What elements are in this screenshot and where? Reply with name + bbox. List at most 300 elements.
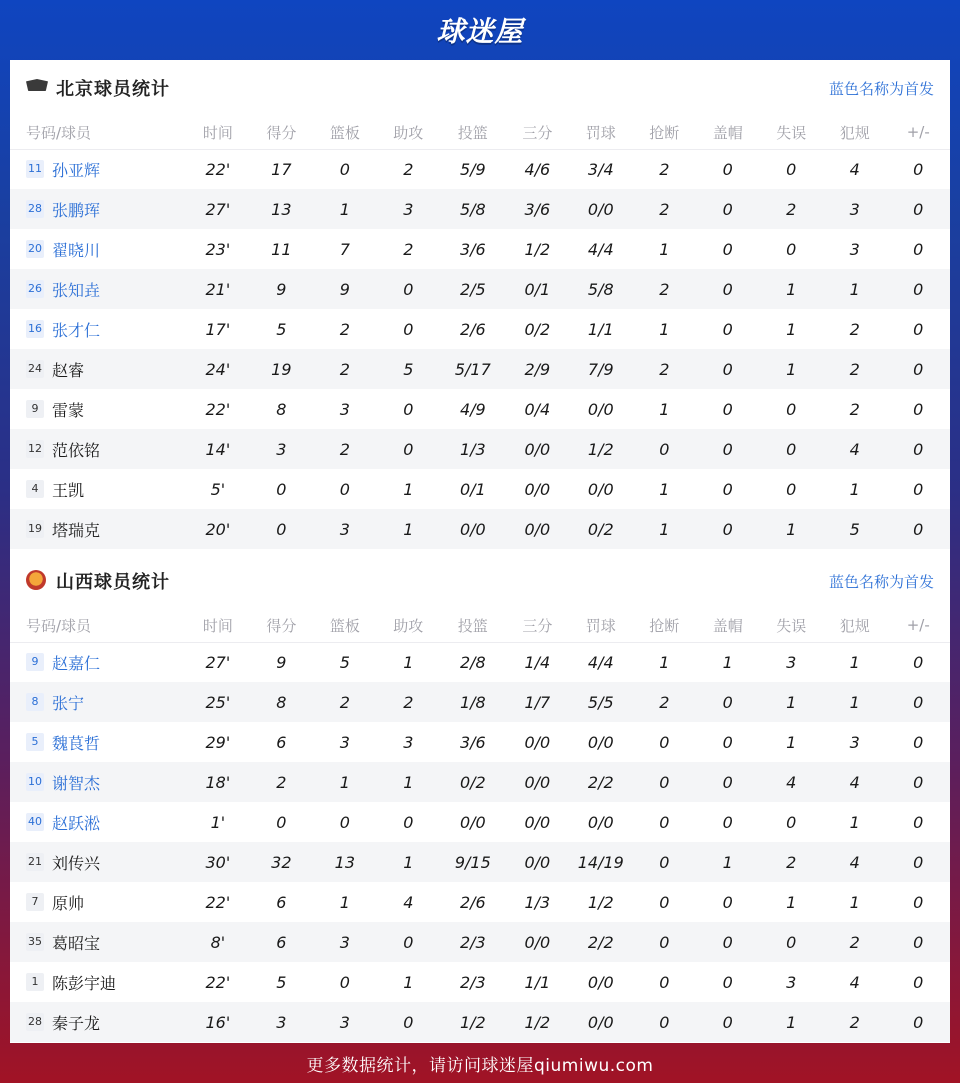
table-header-row [10, 116, 950, 149]
section-title-wrap [26, 568, 170, 594]
player-cell [10, 962, 186, 1002]
stat-cell: 0 [377, 922, 440, 962]
stat-cell: 9 [313, 269, 376, 309]
stat-cell: 32 [250, 842, 313, 882]
jersey-number: 40 [26, 813, 44, 831]
stat-cell: 0 [696, 1002, 759, 1042]
player-cell [10, 682, 186, 722]
stat-cell: 6 [250, 922, 313, 962]
team-section-beijing [10, 60, 950, 549]
player-cell [10, 149, 186, 189]
stat-cell: 0/0 [506, 762, 569, 802]
jersey-number: 24 [26, 360, 44, 378]
stat-cell: 3 [250, 429, 313, 469]
stat-cell: 2 [403, 159, 414, 179]
stat-cell: 0 [250, 509, 313, 549]
player-cell [10, 429, 186, 469]
stat-cell: 4 [823, 842, 886, 882]
player-cell [10, 349, 186, 389]
column-header: 时间 [186, 116, 249, 149]
stat-cell: 0/0 [587, 732, 614, 752]
stat-cell: 0/0 [524, 732, 551, 752]
player-name[interactable]: 陈彭宇迪 [52, 973, 117, 993]
stat-cell: 0 [722, 972, 733, 992]
stat-cell: 0/0 [506, 842, 569, 882]
stat-cell: 30' [186, 842, 249, 882]
stat-cell: 3 [849, 239, 860, 259]
stats-table [10, 609, 950, 1042]
player-name[interactable]: 原帅 [52, 893, 85, 913]
stat-cell: 4 [403, 892, 414, 912]
stat-cell: 1/3 [524, 892, 551, 912]
stat-cell: 25' [186, 682, 249, 722]
stat-cell: 24' [186, 349, 249, 389]
stat-cell: 1 [377, 842, 440, 882]
stat-cell: 22' [205, 399, 231, 419]
player-name[interactable]: 谢智杰 [52, 773, 101, 793]
jersey-number: 5 [26, 733, 44, 751]
stat-cell: 3 [313, 922, 376, 962]
stat-cell: 1 [786, 892, 797, 912]
section-title-wrap [26, 75, 170, 101]
player-name[interactable]: 赵睿 [52, 360, 85, 380]
stat-cell: 5 [339, 652, 350, 672]
column-header: 罚球 [569, 116, 632, 149]
table-row[interactable] [10, 882, 950, 922]
player-cell [10, 189, 186, 229]
stat-cell: 22' [205, 892, 231, 912]
column-header: 篮板 [313, 116, 376, 149]
table-row[interactable] [10, 309, 950, 349]
stat-cell: 0 [886, 682, 950, 722]
table-row[interactable] [10, 642, 950, 682]
stat-cell: 2 [849, 319, 860, 339]
stat-cell: 0 [886, 842, 950, 882]
column-header: 投篮 [440, 116, 506, 149]
stat-cell: 0 [696, 269, 759, 309]
stat-cell: 2/3 [459, 972, 486, 992]
stat-cell: 4/4 [587, 239, 614, 259]
stat-cell: 3 [250, 1002, 313, 1042]
stat-cell: 13 [313, 842, 376, 882]
stat-cell: 0 [659, 892, 670, 912]
stat-cell: 2/9 [506, 349, 569, 389]
stat-cell: 0 [403, 399, 414, 419]
column-header: 助攻 [377, 609, 440, 642]
table-row[interactable] [10, 762, 950, 802]
stat-cell: 1/4 [524, 652, 551, 672]
stat-cell: 0/0 [569, 189, 632, 229]
player-name[interactable]: 葛昭宝 [52, 933, 101, 953]
stat-cell: 0 [696, 762, 759, 802]
table-row[interactable] [10, 149, 950, 189]
stat-cell: 1/2 [569, 429, 632, 469]
stat-cell: 1/2 [506, 1002, 569, 1042]
section-header [10, 553, 950, 609]
stat-cell: 17 [271, 159, 292, 179]
player-cell [10, 509, 186, 549]
column-header: 助攻 [377, 116, 440, 149]
stat-cell: 2 [633, 349, 696, 389]
stat-cell: 0 [722, 399, 733, 419]
stat-cell: 0/0 [587, 812, 614, 832]
stat-cell: 0 [696, 429, 759, 469]
beijing-team-logo-icon [26, 77, 48, 99]
player-name[interactable]: 赵嘉仁 [52, 653, 101, 673]
stat-cell: 3/6 [459, 732, 486, 752]
jersey-number: 20 [26, 240, 44, 258]
table-row[interactable] [10, 842, 950, 882]
table-row[interactable] [10, 682, 950, 722]
stat-cell: 1 [849, 812, 860, 832]
player-name[interactable]: 孙亚辉 [52, 160, 101, 180]
stat-cell: 0 [377, 269, 440, 309]
stat-cell: 27' [205, 652, 231, 672]
player-cell [10, 229, 186, 269]
stat-cell: 2 [313, 349, 376, 389]
stat-cell: 1 [823, 269, 886, 309]
jersey-number: 12 [26, 440, 44, 458]
stat-cell: 1/1 [587, 319, 614, 339]
stat-cell: 1/1 [524, 972, 551, 992]
jersey-number: 7 [26, 893, 44, 911]
player-cell [10, 882, 186, 922]
stat-cell: 2 [313, 429, 376, 469]
stat-cell: 0 [913, 319, 924, 339]
stat-cell: 6 [276, 732, 287, 752]
stat-cell: 2 [823, 922, 886, 962]
player-name[interactable]: 塔瑞克 [52, 520, 101, 540]
stat-cell: 5 [377, 349, 440, 389]
stat-cell: 1 [659, 319, 670, 339]
jersey-number: 10 [26, 773, 44, 791]
stat-cell: 1 [786, 319, 797, 339]
column-header: 三分 [506, 116, 569, 149]
player-cell [10, 269, 186, 309]
stat-cell: 27' [186, 189, 249, 229]
stat-cell: 2 [849, 399, 860, 419]
column-header: 号码/球员 [10, 116, 186, 149]
stat-cell: 22' [205, 972, 231, 992]
stat-cell: 0 [696, 922, 759, 962]
stat-cell: 8 [250, 682, 313, 722]
stat-cell: 0/2 [569, 509, 632, 549]
player-name[interactable]: 雷蒙 [52, 400, 85, 420]
stat-cell: 1' [210, 812, 226, 832]
column-header: 得分 [250, 116, 313, 149]
stat-cell: 14/19 [569, 842, 632, 882]
stat-cell: 0 [913, 159, 924, 179]
stat-cell: 5/9 [459, 159, 486, 179]
stat-cell: 2 [633, 269, 696, 309]
stat-cell: 5/8 [569, 269, 632, 309]
stat-cell: 0 [760, 429, 823, 469]
footer-link[interactable]: 更多数据统计，请访问球迷屋qiumiwu.com [306, 1055, 654, 1076]
column-header: 篮板 [313, 609, 376, 642]
stat-cell: 9 [276, 652, 287, 672]
column-header: 抢断 [633, 116, 696, 149]
stat-cell: 0 [786, 479, 797, 499]
player-name[interactable]: 刘传兴 [52, 853, 101, 873]
stat-cell: 0 [886, 762, 950, 802]
player-name[interactable]: 张知垚 [52, 280, 101, 300]
stat-cell: 2 [760, 842, 823, 882]
stat-cell: 1 [760, 509, 823, 549]
stat-cell: 0 [913, 399, 924, 419]
stat-cell: 0 [633, 1002, 696, 1042]
stat-cell: 5 [276, 972, 287, 992]
stat-cell: 4/4 [587, 652, 614, 672]
stat-cell: 7/9 [569, 349, 632, 389]
stat-cell: 2 [823, 1002, 886, 1042]
stat-cell: 0 [633, 842, 696, 882]
table-row[interactable] [10, 349, 950, 389]
stat-cell: 0 [276, 479, 287, 499]
stat-cell: 17' [205, 319, 231, 339]
stat-cell: 0/0 [587, 972, 614, 992]
column-header: 失误 [760, 116, 823, 149]
stat-cell: 1 [760, 1002, 823, 1042]
stat-cell: 2 [250, 762, 313, 802]
stat-cell: 0 [786, 399, 797, 419]
jersey-number: 8 [26, 693, 44, 711]
stat-cell: 0 [377, 1002, 440, 1042]
column-header: +/- [886, 116, 950, 149]
stat-cell: 0 [659, 972, 670, 992]
stat-cell: 3/6 [459, 239, 486, 259]
table-header-row [10, 609, 950, 642]
stat-cell: 2/5 [440, 269, 506, 309]
table-row[interactable] [10, 922, 950, 962]
stat-cell: 1 [313, 189, 376, 229]
stat-cell: 0 [696, 682, 759, 722]
table-row[interactable] [10, 962, 950, 1002]
stat-cell: 4 [849, 159, 860, 179]
top-banner [0, 0, 960, 60]
stat-cell: 0 [633, 922, 696, 962]
stat-cell: 0 [633, 429, 696, 469]
stat-cell: 5' [210, 479, 226, 499]
player-cell [10, 922, 186, 962]
stat-cell: 0 [659, 732, 670, 752]
column-header: 抢断 [633, 609, 696, 642]
column-header: 罚球 [569, 609, 632, 642]
logo-shape [26, 570, 46, 590]
stat-cell: 0/1 [506, 269, 569, 309]
player-cell [10, 802, 186, 842]
stat-cell: 11 [271, 239, 292, 259]
stat-cell: 4 [823, 429, 886, 469]
player-name[interactable]: 张才仁 [52, 320, 101, 340]
stat-cell: 1/2 [440, 1002, 506, 1042]
stat-cell: 2 [339, 319, 350, 339]
stat-cell: 0 [913, 479, 924, 499]
stat-cell: 1 [403, 479, 414, 499]
stat-cell: 2 [823, 349, 886, 389]
stat-cell: 3 [786, 652, 797, 672]
stat-cell: 1 [849, 892, 860, 912]
team-section-shanxi [10, 553, 950, 1042]
stat-cell: 0 [722, 812, 733, 832]
stat-cell: 1/7 [506, 682, 569, 722]
stat-cell: 1 [377, 762, 440, 802]
stat-cell: 0/0 [524, 812, 551, 832]
stat-cell: 2 [313, 682, 376, 722]
column-header: 投篮 [440, 609, 506, 642]
stat-cell: 1 [403, 972, 414, 992]
stat-cell: 5 [276, 319, 287, 339]
player-name[interactable]: 魏茛哲 [52, 733, 101, 753]
stat-cell: 0 [886, 922, 950, 962]
stat-cell: 5/17 [440, 349, 506, 389]
column-header: 得分 [250, 609, 313, 642]
table-row[interactable] [10, 802, 950, 842]
table-row[interactable] [10, 1002, 950, 1042]
player-name[interactable]: 范依铭 [52, 440, 101, 460]
stat-cell: 13 [250, 189, 313, 229]
stat-cell: 0 [696, 509, 759, 549]
stat-cell: 0 [886, 349, 950, 389]
stat-cell: 21' [186, 269, 249, 309]
stat-cell: 14' [186, 429, 249, 469]
column-header: 盖帽 [696, 609, 759, 642]
jersey-number: 11 [26, 160, 44, 178]
table-row[interactable] [10, 722, 950, 762]
stat-cell: 0 [886, 429, 950, 469]
column-header: 三分 [506, 609, 569, 642]
stat-cell: 20' [186, 509, 249, 549]
stat-cell: 1 [659, 239, 670, 259]
stat-cell: 1 [760, 349, 823, 389]
stat-cell: 0 [760, 922, 823, 962]
table-row[interactable] [10, 389, 950, 429]
stats-table [10, 116, 950, 549]
stat-cell: 1 [823, 682, 886, 722]
jersey-number: 26 [26, 280, 44, 298]
stat-cell: 4 [823, 762, 886, 802]
stat-cell: 1 [659, 399, 670, 419]
stat-cell: 1 [760, 682, 823, 722]
table-row[interactable] [10, 469, 950, 509]
stat-cell: 8' [186, 922, 249, 962]
stat-cell: 0 [403, 319, 414, 339]
stat-cell: 3 [403, 732, 414, 752]
column-header: 盖帽 [696, 116, 759, 149]
column-header: 时间 [186, 609, 249, 642]
jersey-number: 28 [26, 200, 44, 218]
stat-cell: 0 [722, 892, 733, 912]
column-header: 失误 [760, 609, 823, 642]
player-name[interactable]: 秦子龙 [52, 1013, 101, 1033]
column-header: +/- [886, 609, 950, 642]
stat-cell: 2/2 [569, 762, 632, 802]
stat-cell: 0 [913, 972, 924, 992]
stat-cell: 0 [659, 812, 670, 832]
stat-cell: 0/1 [459, 479, 486, 499]
starter-legend: 蓝色名称为首发 [828, 79, 934, 98]
stat-cell: 3 [849, 732, 860, 752]
stat-cell: 1 [633, 509, 696, 549]
table-row[interactable] [10, 269, 950, 309]
stat-cell: 0 [722, 479, 733, 499]
player-cell [10, 1002, 186, 1042]
player-name[interactable]: 王凯 [52, 480, 85, 500]
stat-cell: 0 [633, 762, 696, 802]
player-name[interactable]: 翟晓川 [52, 240, 101, 260]
stat-cell: 6 [276, 892, 287, 912]
stat-cell: 0/0 [524, 479, 551, 499]
stat-cell: 0 [886, 189, 950, 229]
player-cell [10, 309, 186, 349]
stat-cell: 0 [786, 812, 797, 832]
stat-cell: 2/6 [459, 892, 486, 912]
stat-cell: 0 [913, 812, 924, 832]
stat-cell: 0 [377, 429, 440, 469]
player-name[interactable]: 张鹏珲 [52, 200, 101, 220]
jersey-number: 21 [26, 853, 44, 871]
stat-cell: 2/3 [440, 922, 506, 962]
stat-cell: 0/0 [587, 399, 614, 419]
stat-cell: 5/8 [440, 189, 506, 229]
player-name[interactable]: 赵跃淞 [52, 813, 101, 833]
table-row[interactable] [10, 229, 950, 269]
stat-cell: 2 [633, 682, 696, 722]
stat-cell: 0 [722, 319, 733, 339]
stat-cell: 0 [886, 1002, 950, 1042]
stat-cell: 0 [403, 812, 414, 832]
stat-cell: 0 [339, 479, 350, 499]
stat-cell: 1/2 [587, 892, 614, 912]
stat-cell: 23' [205, 239, 231, 259]
stat-cell: 0 [886, 509, 950, 549]
stat-cell: 0 [339, 812, 350, 832]
stat-cell: 0/0 [506, 922, 569, 962]
stat-cell: 1 [849, 479, 860, 499]
player-cell [10, 389, 186, 429]
stat-cell: 0 [913, 652, 924, 672]
stat-cell: 0 [339, 972, 350, 992]
stat-cell: 2 [377, 682, 440, 722]
table-row[interactable] [10, 509, 950, 549]
stat-cell: 9 [250, 269, 313, 309]
player-name[interactable]: 张宁 [52, 693, 85, 713]
stat-cell: 0 [339, 159, 350, 179]
jersey-number: 9 [26, 400, 44, 418]
stat-cell: 4/9 [459, 399, 486, 419]
section-title: 山西球员统计 [56, 572, 170, 593]
stat-cell: 29' [205, 732, 231, 752]
brand-logo: 球迷屋 [436, 15, 524, 48]
stat-cell: 3/4 [587, 159, 614, 179]
stat-cell: 0/2 [524, 319, 551, 339]
player-cell [10, 469, 186, 509]
stat-cell: 22' [205, 159, 231, 179]
stat-cell: 0 [913, 239, 924, 259]
stat-cell: 0/4 [524, 399, 551, 419]
stat-cell: 0 [786, 159, 797, 179]
stat-cell: 18' [186, 762, 249, 802]
stat-cell: 3 [339, 732, 350, 752]
table-row[interactable] [10, 189, 950, 229]
stat-cell: 0/0 [506, 429, 569, 469]
stat-cell: 2/6 [459, 319, 486, 339]
jersey-number: 35 [26, 933, 44, 951]
jersey-number: 4 [26, 480, 44, 498]
table-row[interactable] [10, 429, 950, 469]
stat-cell: 5 [823, 509, 886, 549]
stat-cell: 2 [659, 159, 670, 179]
stat-cell: 4 [849, 972, 860, 992]
